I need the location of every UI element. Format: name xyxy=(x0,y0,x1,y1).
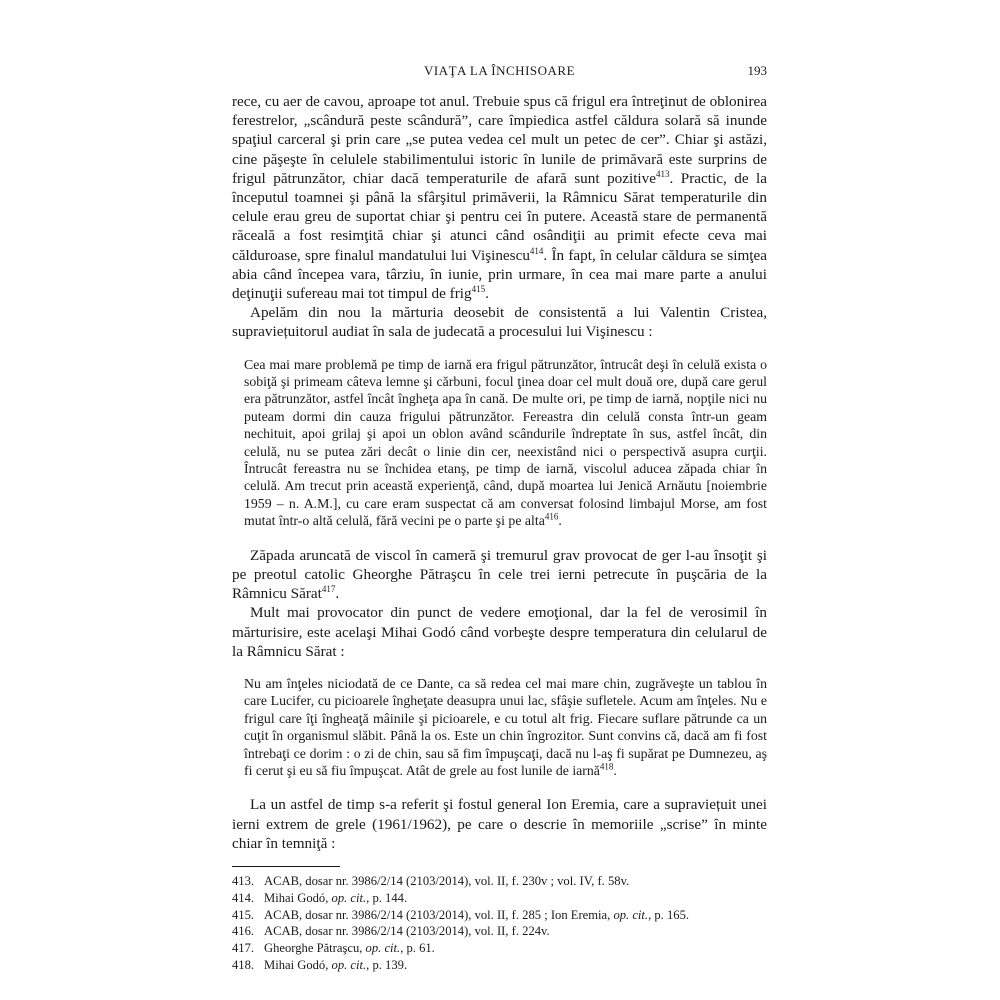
quote-text: Nu am înţeles niciodată de ce Dante, ca să redea cel mai mare chin, zugrăveşte un tablou în care Lucifer, cu picioarele îngheţate deasupra unui lac, sfâşie sufletele. Acum am înţeles. Nu e frigul care îţi îngheaţă mâinile şi picioarele, e cu totul alt frig. Fiecare suflare pătrunde ca un cuţit în organismul slăbit. Până la os. Este un chin îngrozitor. Sunt convins că, dacă am fi fost întrebaţi ce dorim : o zi de chin, sau să fim împuşcaţi, dacă nu l-aş fi supărat pe Dumnezeu, aş fi cerut şi eu să fiu împuşcat. Atât de grele au fost lunile de iarnă xyxy=(244,675,767,778)
footnote-418 xyxy=(232,957,767,974)
block-quote-1 xyxy=(244,356,767,530)
paragraph-text: La un astfel de timp s-a referit şi fostul general Ion Eremia, care a supraviețuit unei ierni extrem de grele (1961/1962), pe care o descrie în memoriile „scrise” în minte chiar în temniţă : xyxy=(232,796,767,852)
footnote-number: 415. xyxy=(232,907,255,922)
footnote-text: , p. 139. xyxy=(366,957,408,972)
footnotes xyxy=(232,873,767,974)
footnote-number: 418. xyxy=(232,957,255,972)
quote-text: . xyxy=(558,513,562,529)
footnote-text: ACAB, dosar nr. 3986/2/14 (2103/2014), vol. II, f. 224v. xyxy=(264,924,550,939)
paragraph-1 xyxy=(232,92,767,303)
footnote-italic: op. cit. xyxy=(613,907,649,922)
body-text xyxy=(232,92,767,974)
footnote-text: Mihai Godó, xyxy=(264,957,332,972)
footnote-417 xyxy=(232,940,767,957)
footnote-text: Gheorghe Pătraşcu, xyxy=(264,941,366,956)
footnote-415 xyxy=(232,907,767,924)
paragraph-3 xyxy=(232,546,767,604)
footnote-text: , p. 165. xyxy=(648,907,690,922)
footnote-ref-416: 416 xyxy=(544,511,559,522)
footnote-ref-415: 415 xyxy=(471,283,486,294)
block-quote-2 xyxy=(244,675,767,779)
footnote-ref-418: 418 xyxy=(599,761,614,772)
footnote-text: ACAB, dosar nr. 3986/2/14 (2103/2014), vol. II, f. 285 ; Ion Eremia, xyxy=(264,907,614,922)
footnote-italic: op. cit. xyxy=(331,890,367,905)
footnote-number: 416. xyxy=(232,924,255,939)
paragraph-4 xyxy=(232,603,767,661)
footnote-number: 417. xyxy=(232,941,255,956)
paragraph-text: Apelăm din nou la mărturia deosebit de consistentă a lui Valentin Cristea, supraviețuitorul audiat în sala de judecată a procesului lui Vişinescu : xyxy=(232,304,767,341)
footnote-413 xyxy=(232,873,767,890)
footnote-ref-414: 414 xyxy=(529,245,544,256)
footnote-italic: op. cit. xyxy=(365,941,401,956)
paragraph-text: . În fapt, în celular căldura se simţea abia când începea vara, târziu, în iunie, prin urmare, în cea mai mare parte a anului deţinuţii sufereau mai tot timpul de frig xyxy=(232,246,768,303)
footnote-divider xyxy=(232,866,340,867)
footnote-italic: op. cit. xyxy=(331,957,367,972)
footnote-number: 413. xyxy=(232,873,255,888)
running-title: VIAŢA LA ÎNCHISOARE xyxy=(423,63,576,78)
book-page xyxy=(232,0,767,1000)
paragraph-5 xyxy=(232,795,767,853)
paragraph-text: Mult mai provocator din punct de vedere emoţional, dar la fel de verosimil în mărturisire, este acelaşi Mihai Godó când vorbeşte despre temperatura din celularul de la Râmnicu Sărat : xyxy=(232,604,767,660)
footnote-416 xyxy=(232,923,767,940)
quote-paragraph xyxy=(244,675,767,779)
footnote-text: , p. 61. xyxy=(400,941,435,956)
quote-text: Cea mai mare problemă pe timp de iarnă era frigul pătrunzător, întrucât deşi în celulă exista o sobiţă şi primeam câteva lemne şi cărbuni, focul ţinea doar cel mult două ore, după care gerul era pătrunzător, astfel încât îngheţa apa în cană. De multe ori, pe timp de iarnă, nopţile nici nu puteam dormi din cauza frigului pătrunzător. Fereastra din celulă consta într-un geam nechituit, apoi grilaj şi apoi un oblon având scândurile îndreptate în sus, astfel încât, din celulă, nu se putea zări decât o linie din cer, neexistând nici o perspectivă asupra curţii. Întrucât fereastra nu se închidea etanş, pe timp de iarnă, viscolul aducea zăpada chiar în celulă. Am trecut prin această experienţă, când, după moartea lui Jenică Arnăutu [noiembrie 1959 – n. A.M.], cu care eram suspectat că am conversat folosind limbajul Morse, am fost mutat într-o altă celulă, fără vecini pe o parte şi pe alta xyxy=(244,356,767,529)
quote-text: . xyxy=(613,762,617,778)
paragraph-text: . xyxy=(335,585,340,603)
footnote-ref-417: 417 xyxy=(321,584,336,595)
footnote-414 xyxy=(232,890,767,907)
paragraph-text: . Practic, de la începutul toamnei şi până la sfârşitul primăverii, la Râmnicu Sărat temperaturile din celule erau greu de suportat chiar şi pentru cei în putere. Această stare de permanentă răceală a fost resimţită chiar şi atunci când osândiţii au primit efecte ceva mai călduroase, spre finalul mandatului lui Vişinescu xyxy=(232,169,768,264)
footnote-ref-413: 413 xyxy=(656,168,670,179)
footnote-text: ACAB, dosar nr. 3986/2/14 (2103/2014), vol. II, f. 230v ; vol. IV, f. 58v. xyxy=(264,873,630,888)
footnote-text: , p. 144. xyxy=(366,890,408,905)
running-head xyxy=(232,63,767,81)
paragraph-text: . xyxy=(485,285,489,303)
paragraph-2 xyxy=(232,303,767,341)
quote-paragraph xyxy=(244,356,767,530)
footnote-number: 414. xyxy=(232,890,255,905)
page-number: 193 xyxy=(747,63,767,78)
paragraph-text: Zăpada aruncată de viscol în cameră şi tremurul grav provocat de ger l-au însoţit şi pe preotul catolic Gheorghe Pătraşcu în cele trei ierni petrecute în puşcăria de la Râmnicu Sărat xyxy=(232,546,767,603)
paragraph-text: rece, cu aer de cavou, aproape tot anul. Trebuie spus că frigul era întreţinut de oblonirea ferestrelor, „scândură peste scândură”, care împiedica astfel căldura solară să inunde spaţiul carceral şi prin care „se putea vedea cel mult un petec de cer”. Chiar şi astăzi, cine păşeşte în celulele stabilimentului istoric în lunile de primăvară este surprins de frigul pătrunzător, chiar dacă temperaturile de afară sunt pozitive xyxy=(232,93,767,187)
footnote-text: Mihai Godó, xyxy=(264,890,332,905)
